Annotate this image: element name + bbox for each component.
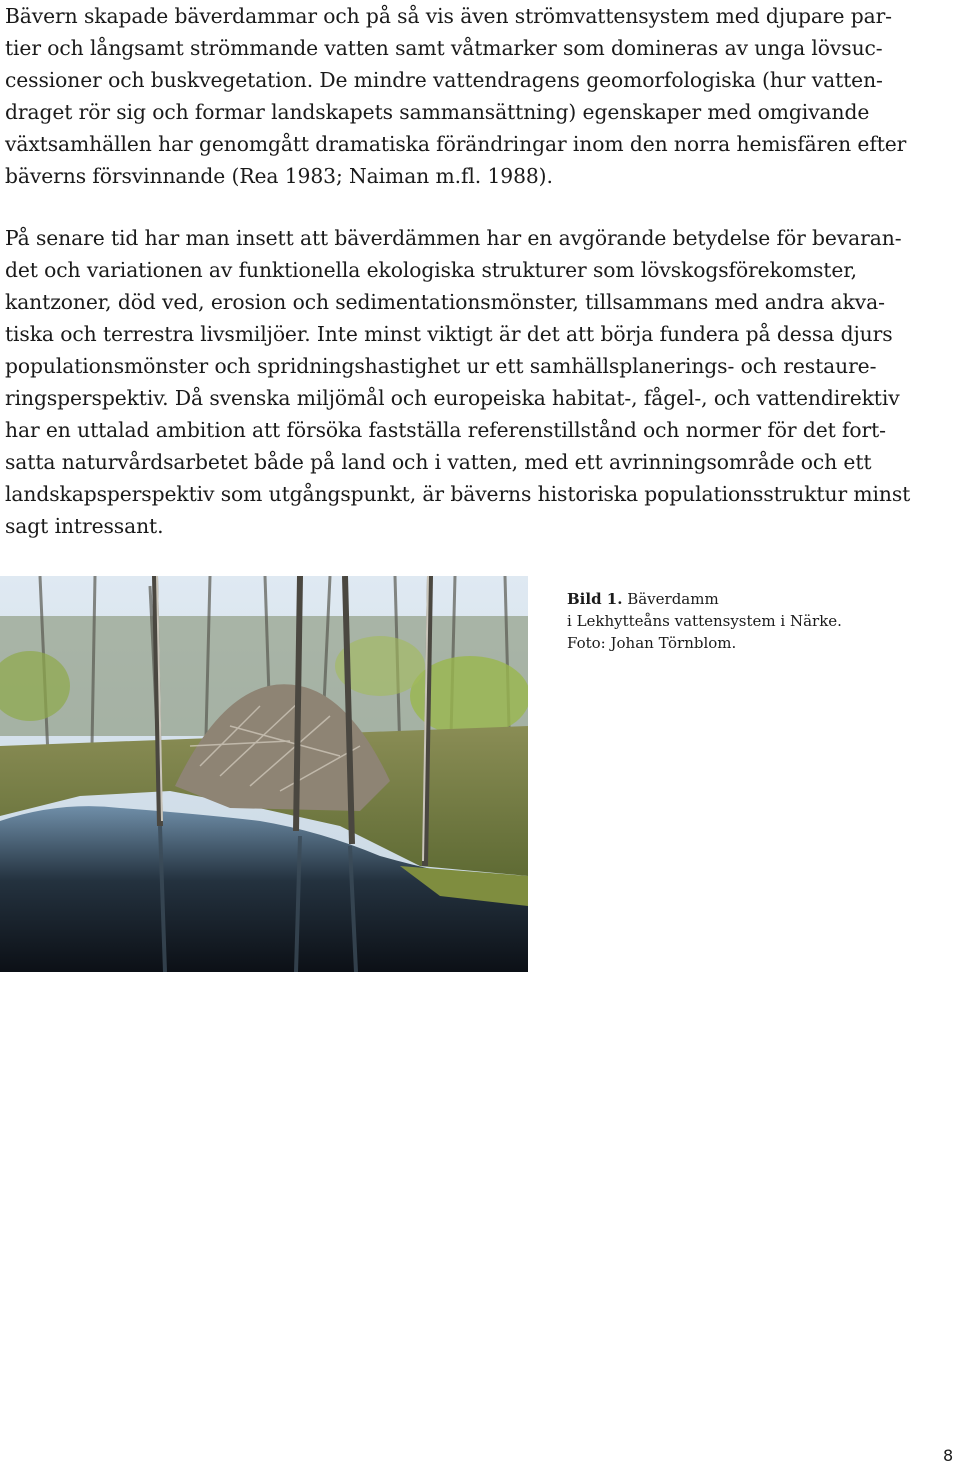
figure-caption bbox=[567, 588, 842, 654]
text-line: kantzoner, död ved, erosion och sedimentationsmönster, tillsammans med andra akva- bbox=[5, 290, 885, 314]
text-line: ringsperspektiv. Då svenska miljömål och europeiska habitat-, fågel-, och vattendirektiv bbox=[5, 386, 900, 410]
text-line: På senare tid har man insett att bäverdämmen har en avgörande betydelse för bevaran- bbox=[5, 226, 902, 250]
body-paragraph-2 bbox=[5, 222, 960, 542]
text-line: växtsamhällen har genomgått dramatiska förändringar inom den norra hemisfären efter bbox=[5, 132, 907, 156]
caption-line-1 bbox=[567, 588, 842, 610]
figure-label: Bild 1. bbox=[567, 590, 623, 608]
text-line: sagt intressant. bbox=[5, 514, 164, 538]
caption-title: Bäverdamm bbox=[622, 590, 719, 608]
page-number: 8 bbox=[943, 1446, 954, 1465]
text-line: Bävern skapade bäverdammar och på så vis även strömvattensystem med djupare par- bbox=[5, 4, 892, 28]
text-line: har en uttalad ambition att försöka fastställa referenstillstånd och normer för det fort- bbox=[5, 418, 886, 442]
text-line: draget rör sig och formar landskapets sammansättning) egenskaper med omgivande bbox=[5, 100, 870, 124]
text-line: tiska och terrestra livsmiljöer. Inte minst viktigt är det att börja fundera på dessa djurs bbox=[5, 322, 893, 346]
text-line: populationsmönster och spridningshastighet ur ett samhällsplanerings- och restaure- bbox=[5, 354, 877, 378]
text-line: landskapsperspektiv som utgångspunkt, är bäverns historiska populationsstruktur minst bbox=[5, 482, 911, 506]
text-line: tier och långsamt strömmande vatten samt våtmarker som domineras av unga lövsuc- bbox=[5, 36, 883, 60]
text-line: det och variationen av funktionella ekologiska strukturer som lövskogsförekomster, bbox=[5, 258, 857, 282]
beaver-dam-photo bbox=[0, 576, 528, 972]
text-line: satta naturvårdsarbetet både på land och i vatten, med ett avrinningsområde och ett bbox=[5, 450, 872, 474]
caption-credit: Foto: Johan Törnblom. bbox=[567, 634, 737, 652]
body-paragraph-1 bbox=[5, 0, 960, 192]
text-line: cessioner och buskvegetation. De mindre vattendragens geomorfologiska (hur vatten- bbox=[5, 68, 883, 92]
caption-line-2: i Lekhytteåns vattensystem i Närke. bbox=[567, 612, 842, 630]
text-line: bäverns försvinnande (Rea 1983; Naiman m.fl. 1988). bbox=[5, 164, 553, 188]
